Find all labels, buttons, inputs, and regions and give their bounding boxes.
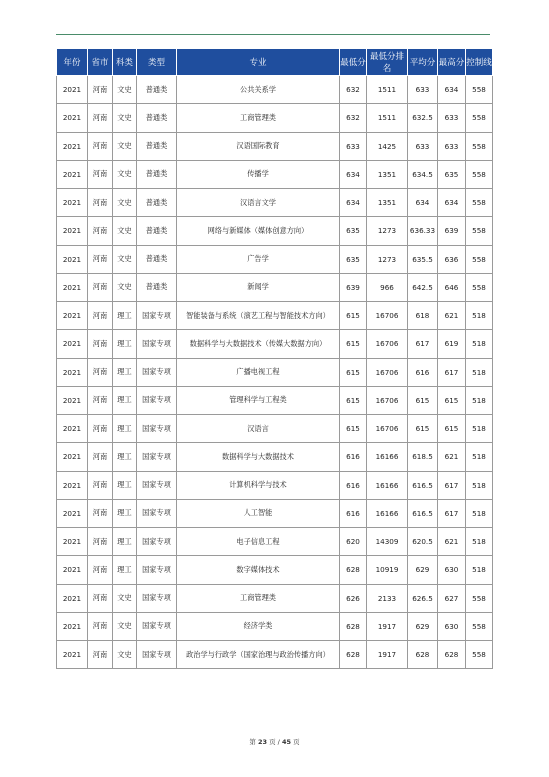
cell-avg-score: 620.5 bbox=[408, 528, 438, 556]
cell-type: 普通类 bbox=[137, 104, 177, 132]
table-row bbox=[57, 189, 493, 217]
cell-major: 数据科学与大数据技术 bbox=[177, 443, 340, 471]
cell-min-rank: 1511 bbox=[367, 104, 408, 132]
cell-type: 普通类 bbox=[137, 217, 177, 245]
cell-min-rank: 2133 bbox=[367, 584, 408, 612]
cell-province: 河南 bbox=[88, 556, 113, 584]
cell-max-score: 646 bbox=[438, 273, 466, 301]
cell-avg-score: 635.5 bbox=[408, 245, 438, 273]
cell-subject: 文史 bbox=[113, 273, 137, 301]
cell-province: 河南 bbox=[88, 160, 113, 188]
table-row bbox=[57, 499, 493, 527]
cell-province: 河南 bbox=[88, 245, 113, 273]
cell-min-rank: 1273 bbox=[367, 245, 408, 273]
cell-major: 汉语言文学 bbox=[177, 189, 340, 217]
cell-min-rank: 1351 bbox=[367, 160, 408, 188]
cell-control-line: 558 bbox=[466, 104, 493, 132]
top-rule bbox=[56, 34, 490, 35]
cell-control-line: 518 bbox=[466, 386, 493, 414]
table-row bbox=[57, 245, 493, 273]
cell-subject: 文史 bbox=[113, 612, 137, 640]
cell-min-score: 639 bbox=[340, 273, 367, 301]
cell-avg-score: 628 bbox=[408, 641, 438, 669]
header-control-line: 控制线 bbox=[466, 49, 493, 76]
cell-avg-score: 633 bbox=[408, 132, 438, 160]
cell-min-rank: 10919 bbox=[367, 556, 408, 584]
table-row bbox=[57, 612, 493, 640]
cell-max-score: 630 bbox=[438, 556, 466, 584]
cell-province: 河南 bbox=[88, 641, 113, 669]
cell-type: 国家专项 bbox=[137, 641, 177, 669]
cell-avg-score: 633 bbox=[408, 76, 438, 104]
cell-province: 河南 bbox=[88, 273, 113, 301]
cell-max-score: 633 bbox=[438, 104, 466, 132]
cell-max-score: 615 bbox=[438, 415, 466, 443]
cell-min-score: 616 bbox=[340, 499, 367, 527]
cell-min-score: 633 bbox=[340, 132, 367, 160]
cell-province: 河南 bbox=[88, 189, 113, 217]
cell-subject: 理工 bbox=[113, 330, 137, 358]
footer-total-pages: 45 bbox=[281, 738, 291, 746]
table-row bbox=[57, 160, 493, 188]
cell-type: 普通类 bbox=[137, 245, 177, 273]
cell-avg-score: 629 bbox=[408, 556, 438, 584]
cell-subject: 理工 bbox=[113, 302, 137, 330]
cell-year: 2021 bbox=[57, 160, 88, 188]
cell-year: 2021 bbox=[57, 217, 88, 245]
cell-subject: 理工 bbox=[113, 528, 137, 556]
cell-major: 智能装备与系统（演艺工程与智能技术方向） bbox=[177, 302, 340, 330]
cell-year: 2021 bbox=[57, 528, 88, 556]
header-min-rank: 最低分排名 bbox=[367, 49, 408, 76]
table-body bbox=[57, 76, 493, 669]
cell-type: 普通类 bbox=[137, 273, 177, 301]
cell-type: 国家专项 bbox=[137, 443, 177, 471]
cell-year: 2021 bbox=[57, 189, 88, 217]
cell-control-line: 558 bbox=[466, 612, 493, 640]
cell-control-line: 558 bbox=[466, 584, 493, 612]
cell-major: 数字媒体技术 bbox=[177, 556, 340, 584]
cell-control-line: 518 bbox=[466, 528, 493, 556]
admission-table-container bbox=[56, 48, 492, 669]
cell-major: 工商管理类 bbox=[177, 584, 340, 612]
header-province: 省市 bbox=[88, 49, 113, 76]
cell-year: 2021 bbox=[57, 358, 88, 386]
cell-province: 河南 bbox=[88, 358, 113, 386]
cell-min-score: 615 bbox=[340, 415, 367, 443]
cell-avg-score: 642.5 bbox=[408, 273, 438, 301]
cell-avg-score: 626.5 bbox=[408, 584, 438, 612]
table-row bbox=[57, 471, 493, 499]
cell-major: 电子信息工程 bbox=[177, 528, 340, 556]
cell-year: 2021 bbox=[57, 499, 88, 527]
cell-min-rank: 966 bbox=[367, 273, 408, 301]
table-row bbox=[57, 330, 493, 358]
cell-province: 河南 bbox=[88, 528, 113, 556]
cell-year: 2021 bbox=[57, 415, 88, 443]
cell-avg-score: 617 bbox=[408, 330, 438, 358]
table-row bbox=[57, 132, 493, 160]
cell-min-score: 632 bbox=[340, 104, 367, 132]
cell-type: 普通类 bbox=[137, 76, 177, 104]
header-major: 专业 bbox=[177, 49, 340, 76]
cell-major: 工商管理类 bbox=[177, 104, 340, 132]
cell-year: 2021 bbox=[57, 612, 88, 640]
cell-min-rank: 1917 bbox=[367, 612, 408, 640]
cell-max-score: 628 bbox=[438, 641, 466, 669]
cell-subject: 文史 bbox=[113, 641, 137, 669]
cell-subject: 文史 bbox=[113, 189, 137, 217]
cell-major: 数据科学与大数据技术（传媒大数据方向） bbox=[177, 330, 340, 358]
cell-max-score: 617 bbox=[438, 499, 466, 527]
cell-type: 普通类 bbox=[137, 160, 177, 188]
table-row bbox=[57, 358, 493, 386]
table-row bbox=[57, 584, 493, 612]
cell-type: 普通类 bbox=[137, 189, 177, 217]
cell-major: 经济学类 bbox=[177, 612, 340, 640]
cell-subject: 理工 bbox=[113, 443, 137, 471]
cell-year: 2021 bbox=[57, 330, 88, 358]
cell-min-score: 628 bbox=[340, 556, 367, 584]
table-row bbox=[57, 415, 493, 443]
cell-type: 国家专项 bbox=[137, 386, 177, 414]
cell-min-rank: 16166 bbox=[367, 471, 408, 499]
cell-province: 河南 bbox=[88, 386, 113, 414]
cell-type: 国家专项 bbox=[137, 358, 177, 386]
cell-subject: 文史 bbox=[113, 245, 137, 273]
cell-year: 2021 bbox=[57, 104, 88, 132]
cell-year: 2021 bbox=[57, 584, 88, 612]
cell-min-score: 615 bbox=[340, 302, 367, 330]
cell-type: 国家专项 bbox=[137, 471, 177, 499]
cell-type: 国家专项 bbox=[137, 612, 177, 640]
cell-subject: 理工 bbox=[113, 386, 137, 414]
table-header-row bbox=[57, 49, 493, 76]
cell-min-score: 634 bbox=[340, 160, 367, 188]
cell-max-score: 617 bbox=[438, 471, 466, 499]
cell-type: 国家专项 bbox=[137, 330, 177, 358]
cell-max-score: 621 bbox=[438, 302, 466, 330]
cell-control-line: 518 bbox=[466, 471, 493, 499]
table-row bbox=[57, 386, 493, 414]
cell-max-score: 617 bbox=[438, 358, 466, 386]
cell-min-rank: 1917 bbox=[367, 641, 408, 669]
cell-province: 河南 bbox=[88, 443, 113, 471]
cell-min-score: 635 bbox=[340, 217, 367, 245]
cell-year: 2021 bbox=[57, 386, 88, 414]
cell-year: 2021 bbox=[57, 76, 88, 104]
cell-province: 河南 bbox=[88, 612, 113, 640]
cell-control-line: 558 bbox=[466, 641, 493, 669]
cell-major: 管理科学与工程类 bbox=[177, 386, 340, 414]
cell-year: 2021 bbox=[57, 471, 88, 499]
table-row bbox=[57, 76, 493, 104]
cell-province: 河南 bbox=[88, 499, 113, 527]
cell-year: 2021 bbox=[57, 132, 88, 160]
cell-max-score: 630 bbox=[438, 612, 466, 640]
cell-control-line: 558 bbox=[466, 217, 493, 245]
cell-province: 河南 bbox=[88, 330, 113, 358]
cell-min-rank: 16166 bbox=[367, 499, 408, 527]
cell-min-score: 632 bbox=[340, 76, 367, 104]
cell-control-line: 558 bbox=[466, 189, 493, 217]
cell-year: 2021 bbox=[57, 443, 88, 471]
cell-min-score: 628 bbox=[340, 612, 367, 640]
cell-min-score: 615 bbox=[340, 358, 367, 386]
cell-control-line: 558 bbox=[466, 76, 493, 104]
cell-min-rank: 16706 bbox=[367, 302, 408, 330]
cell-min-rank: 1273 bbox=[367, 217, 408, 245]
table-row bbox=[57, 302, 493, 330]
cell-avg-score: 618.5 bbox=[408, 443, 438, 471]
cell-subject: 文史 bbox=[113, 217, 137, 245]
cell-type: 国家专项 bbox=[137, 528, 177, 556]
cell-min-score: 615 bbox=[340, 330, 367, 358]
cell-subject: 理工 bbox=[113, 358, 137, 386]
cell-avg-score: 616.5 bbox=[408, 499, 438, 527]
cell-province: 河南 bbox=[88, 132, 113, 160]
cell-control-line: 518 bbox=[466, 415, 493, 443]
cell-min-score: 616 bbox=[340, 443, 367, 471]
cell-min-rank: 1511 bbox=[367, 76, 408, 104]
cell-min-score: 635 bbox=[340, 245, 367, 273]
cell-control-line: 558 bbox=[466, 160, 493, 188]
table-row bbox=[57, 104, 493, 132]
cell-province: 河南 bbox=[88, 302, 113, 330]
cell-year: 2021 bbox=[57, 245, 88, 273]
cell-control-line: 518 bbox=[466, 443, 493, 471]
cell-type: 普通类 bbox=[137, 132, 177, 160]
cell-min-rank: 1425 bbox=[367, 132, 408, 160]
cell-control-line: 518 bbox=[466, 499, 493, 527]
cell-type: 国家专项 bbox=[137, 415, 177, 443]
cell-max-score: 639 bbox=[438, 217, 466, 245]
cell-control-line: 518 bbox=[466, 330, 493, 358]
cell-major: 计算机科学与技术 bbox=[177, 471, 340, 499]
cell-type: 国家专项 bbox=[137, 302, 177, 330]
cell-min-score: 620 bbox=[340, 528, 367, 556]
header-year: 年份 bbox=[57, 49, 88, 76]
cell-type: 国家专项 bbox=[137, 499, 177, 527]
cell-control-line: 558 bbox=[466, 132, 493, 160]
cell-avg-score: 629 bbox=[408, 612, 438, 640]
cell-control-line: 558 bbox=[466, 273, 493, 301]
cell-major: 网络与新媒体（媒体创意方向） bbox=[177, 217, 340, 245]
cell-min-rank: 1351 bbox=[367, 189, 408, 217]
table-row bbox=[57, 528, 493, 556]
cell-control-line: 518 bbox=[466, 302, 493, 330]
cell-control-line: 518 bbox=[466, 358, 493, 386]
cell-subject: 理工 bbox=[113, 556, 137, 584]
cell-major: 广播电视工程 bbox=[177, 358, 340, 386]
cell-max-score: 636 bbox=[438, 245, 466, 273]
cell-avg-score: 616 bbox=[408, 358, 438, 386]
cell-year: 2021 bbox=[57, 641, 88, 669]
cell-avg-score: 618 bbox=[408, 302, 438, 330]
footer-suffix: 页 bbox=[293, 738, 300, 746]
cell-province: 河南 bbox=[88, 76, 113, 104]
cell-min-score: 616 bbox=[340, 471, 367, 499]
cell-max-score: 619 bbox=[438, 330, 466, 358]
cell-subject: 理工 bbox=[113, 415, 137, 443]
header-subject: 科类 bbox=[113, 49, 137, 76]
cell-type: 国家专项 bbox=[137, 584, 177, 612]
cell-type: 国家专项 bbox=[137, 556, 177, 584]
cell-avg-score: 636.33 bbox=[408, 217, 438, 245]
cell-province: 河南 bbox=[88, 104, 113, 132]
cell-max-score: 627 bbox=[438, 584, 466, 612]
cell-avg-score: 634.5 bbox=[408, 160, 438, 188]
footer-middle: 页 / bbox=[269, 738, 280, 746]
header-min-score: 最低分 bbox=[340, 49, 367, 76]
header-avg-score: 平均分 bbox=[408, 49, 438, 76]
cell-control-line: 558 bbox=[466, 245, 493, 273]
admission-score-table bbox=[56, 48, 493, 669]
cell-subject: 理工 bbox=[113, 499, 137, 527]
footer-prefix: 第 bbox=[249, 738, 256, 746]
page-footer bbox=[0, 737, 549, 746]
cell-min-score: 615 bbox=[340, 386, 367, 414]
table-row bbox=[57, 556, 493, 584]
header-max-score: 最高分 bbox=[438, 49, 466, 76]
cell-min-rank: 16706 bbox=[367, 386, 408, 414]
cell-avg-score: 616.5 bbox=[408, 471, 438, 499]
cell-subject: 文史 bbox=[113, 132, 137, 160]
table-row bbox=[57, 217, 493, 245]
cell-max-score: 635 bbox=[438, 160, 466, 188]
cell-min-rank: 14309 bbox=[367, 528, 408, 556]
cell-min-rank: 16706 bbox=[367, 358, 408, 386]
cell-province: 河南 bbox=[88, 217, 113, 245]
cell-major: 汉语国际教育 bbox=[177, 132, 340, 160]
cell-subject: 文史 bbox=[113, 76, 137, 104]
cell-max-score: 634 bbox=[438, 189, 466, 217]
cell-max-score: 621 bbox=[438, 528, 466, 556]
cell-major: 公共关系学 bbox=[177, 76, 340, 104]
cell-control-line: 518 bbox=[466, 556, 493, 584]
header-type: 类型 bbox=[137, 49, 177, 76]
cell-max-score: 621 bbox=[438, 443, 466, 471]
cell-major: 广告学 bbox=[177, 245, 340, 273]
cell-subject: 文史 bbox=[113, 104, 137, 132]
cell-major: 人工智能 bbox=[177, 499, 340, 527]
cell-min-score: 626 bbox=[340, 584, 367, 612]
cell-year: 2021 bbox=[57, 273, 88, 301]
cell-min-rank: 16706 bbox=[367, 330, 408, 358]
table-row bbox=[57, 443, 493, 471]
cell-min-rank: 16706 bbox=[367, 415, 408, 443]
cell-avg-score: 634 bbox=[408, 189, 438, 217]
cell-major: 汉语言 bbox=[177, 415, 340, 443]
cell-avg-score: 615 bbox=[408, 386, 438, 414]
cell-avg-score: 615 bbox=[408, 415, 438, 443]
cell-subject: 理工 bbox=[113, 471, 137, 499]
cell-max-score: 615 bbox=[438, 386, 466, 414]
cell-max-score: 633 bbox=[438, 132, 466, 160]
cell-max-score: 634 bbox=[438, 76, 466, 104]
cell-avg-score: 632.5 bbox=[408, 104, 438, 132]
cell-major: 政治学与行政学（国家治理与政治传播方向） bbox=[177, 641, 340, 669]
cell-min-score: 628 bbox=[340, 641, 367, 669]
cell-subject: 文史 bbox=[113, 160, 137, 188]
cell-year: 2021 bbox=[57, 302, 88, 330]
cell-subject: 文史 bbox=[113, 584, 137, 612]
cell-province: 河南 bbox=[88, 415, 113, 443]
cell-min-rank: 16166 bbox=[367, 443, 408, 471]
table-row bbox=[57, 273, 493, 301]
cell-province: 河南 bbox=[88, 471, 113, 499]
cell-province: 河南 bbox=[88, 584, 113, 612]
cell-min-score: 634 bbox=[340, 189, 367, 217]
cell-major: 新闻学 bbox=[177, 273, 340, 301]
cell-year: 2021 bbox=[57, 556, 88, 584]
table-row bbox=[57, 641, 493, 669]
footer-page-number: 23 bbox=[257, 738, 268, 746]
cell-major: 传播学 bbox=[177, 160, 340, 188]
